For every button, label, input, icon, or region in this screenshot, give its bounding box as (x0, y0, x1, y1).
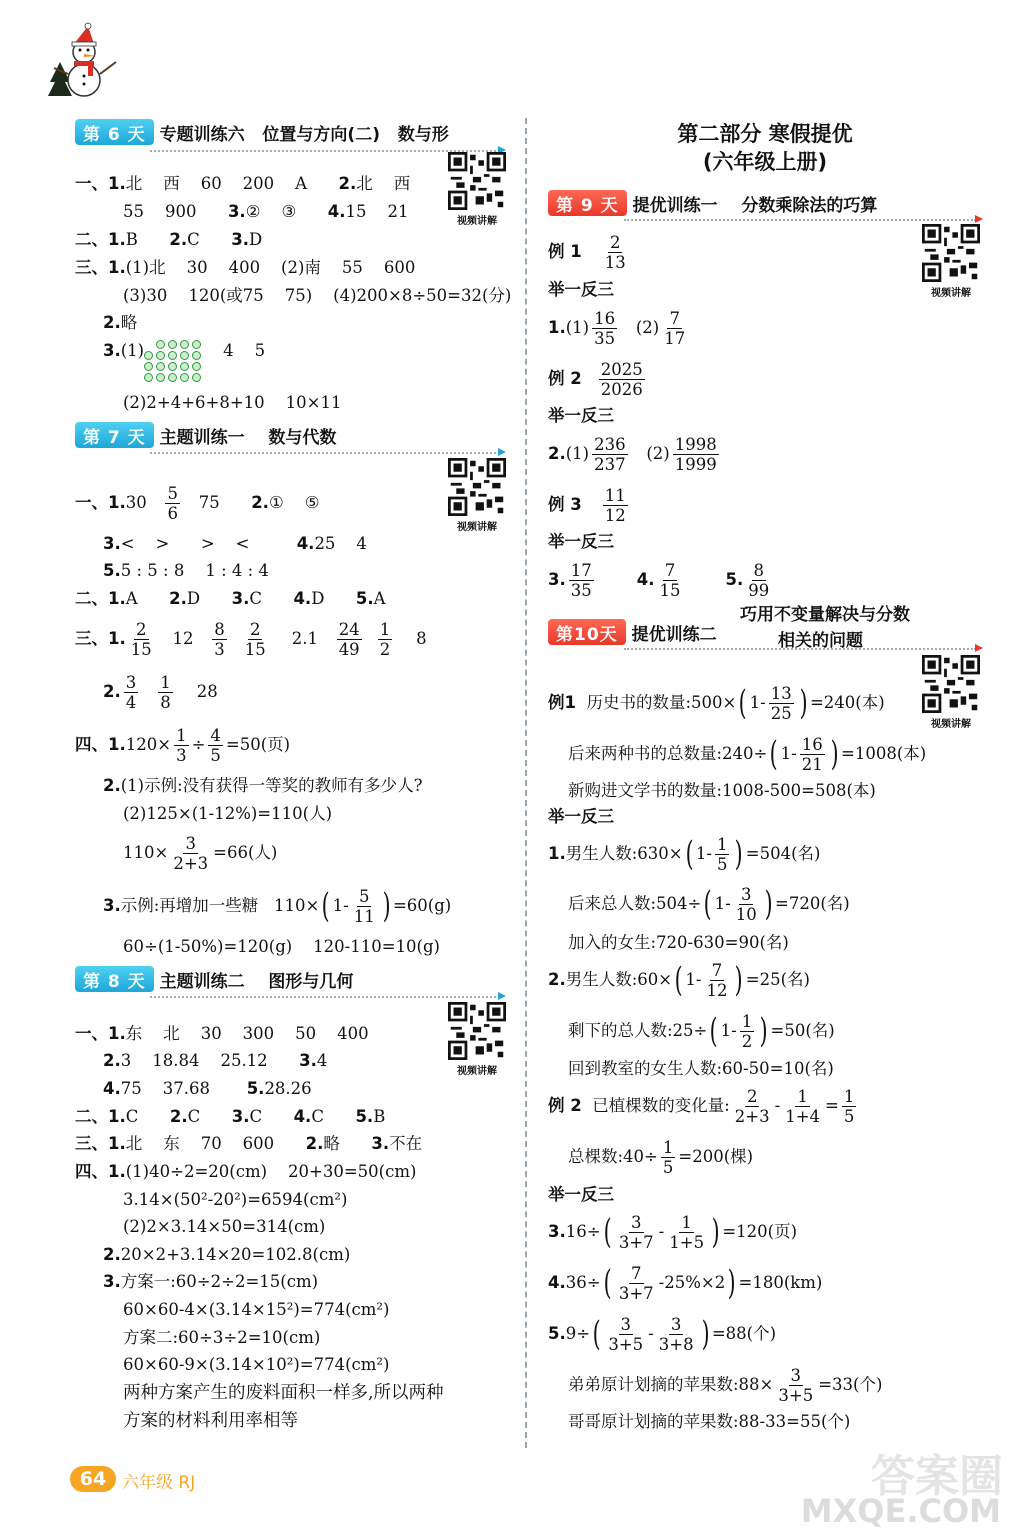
day6-line5: (3)30 120(或75 75) (4)200×8÷50=32(分) (123, 286, 512, 305)
day10-b1: 1. 男生人数:630× ( 1- $\frac{1}{5}$ ) =504(名) (548, 834, 821, 874)
day7-q14: 60÷(1-50%)=120(g) 120-110=10(g) (123, 937, 440, 956)
qr-code-icon (448, 152, 506, 210)
day10-b6: 回到教室的女生人数:60-50=10(名) (568, 1059, 834, 1078)
day8-r4: 二、1. C 2. C 3. C 4. C 5. B (75, 1107, 386, 1126)
day7-header (75, 421, 336, 449)
day6-line1: 一、1. 北 西 60 200 A 2. 北 西 (75, 174, 411, 193)
watermark-url: MXQE.COM (800, 1492, 1001, 1530)
day8-r10: 3. 方案一:60÷2÷2=15(cm) (103, 1272, 319, 1291)
day8-header (75, 965, 353, 993)
day10-b4: 2. 男生人数:60× ( 1- $\frac{7}{12}$ ) =25(名) (548, 960, 810, 1000)
day6-qr[interactable] (448, 152, 506, 227)
qr-label: 视频讲解 (931, 288, 971, 299)
day8-r1: 一、1. 东 北 30 300 50 400 (75, 1024, 369, 1043)
day8-qr[interactable] (448, 1002, 506, 1077)
qr-code-icon (922, 655, 980, 713)
day8-r3: 4. 75 37.68 5. 28.26 (103, 1079, 312, 1098)
day9-a3: 3. $\frac{17}{35}$ 4. $\frac{7}{15}$ 5. $\frac{8}{99}$ (548, 560, 770, 600)
day8-r7: 3.14×(50²-20²)=6594(cm²) (123, 1190, 348, 1209)
page-number: 64 (70, 1466, 116, 1492)
day8-r5: 三、1. 北 东 70 600 2. 略 3. 不在 (75, 1134, 423, 1153)
day9-a2: 2. (1) $\frac{236}{237}$ (2) $\frac{1998}{1999}$ (548, 434, 717, 474)
day8-r12: 方案二:60÷3÷2=10(cm) (123, 1328, 321, 1347)
day7-q7: 三、1. $\frac{2}{15}$ 12 $\frac{8}{3}$ $\frac{2}{15}$ 2.1 $\frac{24}{49}$ $\frac{1}{2}$ 8 (75, 619, 427, 659)
day8-r14: 两种方案产生的废料面积一样多,所以两种 (123, 1383, 444, 1403)
day8-flag (498, 992, 506, 1000)
day8-r8: (2)2×3.14×50=314(cm) (123, 1217, 326, 1236)
day7-title: 主题训练一 数与代数 (159, 427, 337, 448)
day8-r2: 2. 3 18.84 25.12 3. 4 (103, 1051, 328, 1070)
day8-tag: 第 8 天 (75, 966, 154, 992)
day7-flag (498, 448, 506, 456)
day7-q11: (2)125×(1-12%)=110(人) (123, 804, 333, 823)
day10-flag (975, 644, 983, 652)
day10-d1: 3. 16÷ ( $\frac{3}{3+7}$ - $\frac{1}{1+5}$ ) =120(页) (548, 1212, 798, 1252)
day10-d3: 5. 9÷ ( $\frac{3}{3+5}$ - $\frac{3}{3+8}$ ) =88(个) (548, 1314, 777, 1354)
day9-ju1: 举一反三 (548, 280, 614, 299)
day7-q6: 二、1. A 2. D 3. C 4. D 5. A (75, 589, 386, 608)
qr-code-icon (448, 458, 506, 516)
day9-a1: 1. (1) $\frac{16}{35}$ (2) $\frac{7}{17}$ (548, 308, 686, 348)
day9-header (548, 189, 877, 217)
day6-tag: 第 6 天 (75, 119, 154, 145)
day9-ex1: 例 1 $\frac{2}{13}$ (548, 232, 626, 272)
day10-ex2: 例 2 已植棵数的变化量: $\frac{2}{2+3}$ - $\frac{1}{1+4}$ = $\frac{1}{5}$ (548, 1086, 855, 1126)
day9-tag: 第 9 天 (548, 190, 627, 216)
day7-q13: 3. 示例:再增加一些糖 110× ( 1- $\frac{5}{11}$ ) =60(g) (103, 886, 452, 926)
watermark-logo: 答案圈 (871, 1451, 1003, 1502)
day8-r6: 四、1. (1)40÷2=20(cm) 20+30=50(cm) (75, 1162, 417, 1181)
dot-pattern (144, 340, 202, 382)
day10-s2: 新购进文学书的数量:1008-500=508(本) (568, 781, 876, 800)
day10-b2: 后来总人数:504÷ ( 1- $\frac{3}{10}$ ) =720(名) (568, 884, 850, 924)
qr-label: 视频讲解 (457, 1066, 497, 1077)
day10-d2: 4. 36÷ ( $\frac{7}{3+7}$ -25%×2 ) =180(km) (548, 1263, 823, 1303)
day10-ex1: 例1 历史书的数量:500× ( 1- $\frac{13}{25}$ ) =240(本) (548, 683, 885, 723)
day9-ju2: 举一反三 (548, 406, 614, 425)
day6-header (75, 118, 449, 146)
day10-ju4: 举一反三 (548, 807, 614, 826)
day9-ex3: 例 3 $\frac{11}{12}$ (548, 485, 626, 525)
grade-label: 六年级 RJ (122, 1473, 196, 1493)
day8-r15: 方案的材料利用率相等 (123, 1411, 298, 1431)
day7-tag: 第 7 天 (75, 422, 154, 448)
day7-q9: 四、1. 120× $\frac{1}{3}$ ÷ $\frac{4}{5}$ =50(页) (75, 725, 291, 765)
day10-b3: 加入的女生:720-630=90(名) (568, 933, 789, 952)
day7-q3: 3. < > > < 4. 25 4 (103, 534, 367, 553)
day10-d4: 弟弟原计划摘的苹果数:88× $\frac{3}{3+5}$ =33(个) (568, 1365, 883, 1405)
day8-r9: 2. 20×2+3.14×20=102.8(cm) (103, 1245, 351, 1264)
day10-b5: 剩下的总人数:25÷ ( 1- $\frac{1}{2}$ ) =50(名) (568, 1011, 835, 1051)
day9-ju3: 举一反三 (548, 532, 614, 551)
qr-code-icon (922, 224, 980, 282)
day6-line2: 55 900 3. ② ③ 4. 15 21 (123, 202, 409, 221)
day10-s1: 后来两种书的总数量:240÷ ( 1- $\frac{16}{21}$ ) =1008(本) (568, 734, 927, 774)
day9-divider (624, 219, 976, 221)
day7-q5: 5. 5 : 5 : 8 1 : 4 : 4 (103, 561, 269, 580)
part2-subtitle: (六年级上册) (702, 150, 828, 174)
day7-q12: 110× $\frac{3}{2+3}$ =66(人) (123, 833, 278, 873)
day10-c1: 总棵数:40÷ $\frac{1}{5}$ =200(棵) (568, 1137, 754, 1177)
day10-qr[interactable] (922, 655, 980, 730)
day10-header (548, 618, 717, 646)
day10-title: 提优训练二 (631, 624, 717, 645)
snowman-illustration (44, 22, 124, 100)
day6-line8: (2)2+4+6+8+10 10×11 (123, 393, 342, 412)
day7-q8: 2. $\frac{3}{4}$ $\frac{1}{8}$ 28 (103, 672, 218, 712)
day7-q1: 一、1. 30 $\frac{5}{6}$ 75 2. ① ⑤ (75, 483, 320, 523)
day9-ex2: 例 2 $\frac{2025}{2026}$ (548, 359, 643, 399)
day10-divider (624, 648, 976, 650)
day9-qr[interactable] (922, 224, 980, 299)
part2-title: 第二部分 寒假提优 (677, 122, 853, 146)
qr-label: 视频讲解 (457, 522, 497, 533)
day7-qr[interactable] (448, 458, 506, 533)
day6-line4: 三、1. (1)北 30 400 (2)南 55 600 (75, 258, 416, 277)
day8-r11: 60×60-4×(3.14×15²)=774(cm²) (123, 1300, 390, 1319)
day6-line3: 二、1. B 2. C 3. D (75, 230, 263, 249)
day10-ju5: 举一反三 (548, 1185, 614, 1204)
day9-title: 提优训练一 分数乘除法的巧算 (632, 195, 878, 216)
day7-divider (150, 452, 500, 454)
day10-d5: 哥哥原计划摘的苹果数:88-33=55(个) (568, 1412, 851, 1431)
edition-label: RJ (178, 1473, 196, 1493)
day9-flag (975, 215, 983, 223)
day7-q10: 2. (1)示例:没有获得一等奖的教师有多少人? (103, 776, 423, 795)
day8-title: 主题训练二 图形与几何 (159, 971, 354, 992)
column-divider (525, 118, 527, 1448)
day10-title-l2: 相关的问题 (778, 631, 863, 651)
qr-label: 视频讲解 (457, 216, 497, 227)
day6-title: 专题训练六 位置与方向(二) 数与形 (159, 124, 449, 145)
day6-line7: 3. (1) 4 5 (103, 340, 265, 382)
day6-line6: 2. 略 (103, 313, 138, 332)
qr-code-icon (448, 1002, 506, 1060)
day8-r13: 60×60-9×(3.14×10²)=774(cm²) (123, 1355, 390, 1374)
day8-divider (150, 996, 500, 998)
qr-label: 视频讲解 (931, 719, 971, 730)
day10-tag: 第10天 (548, 619, 626, 645)
day10-title-l1: 巧用不变量解决与分数 (740, 605, 910, 625)
